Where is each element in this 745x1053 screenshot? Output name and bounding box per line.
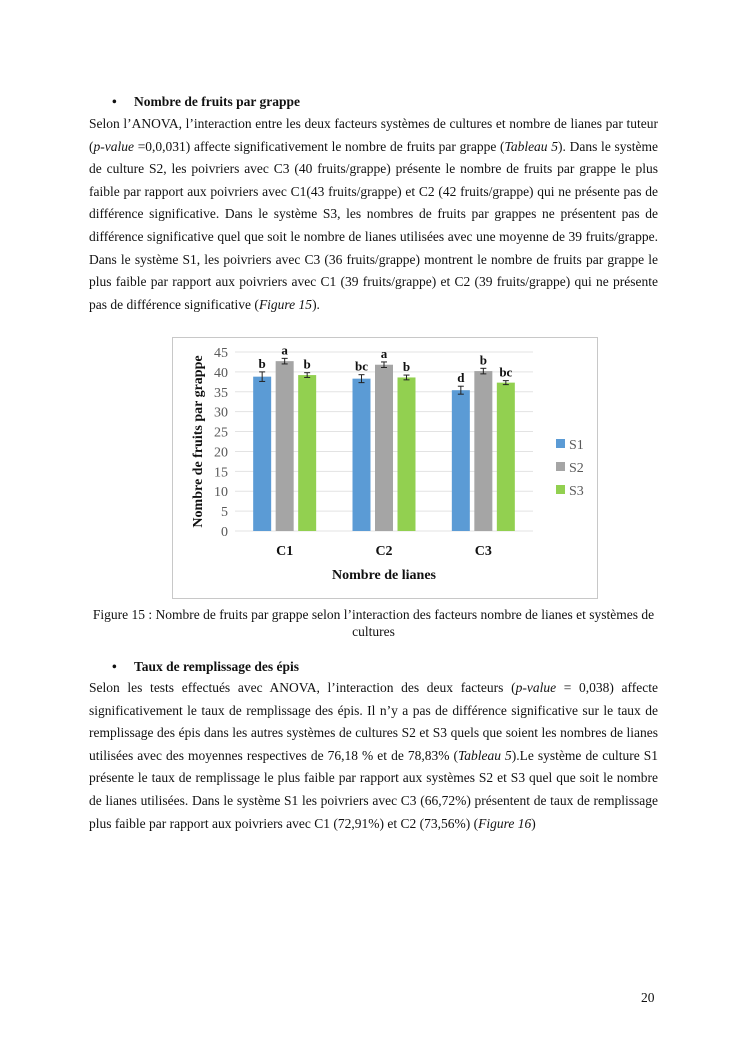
italic-ref: p-value	[93, 138, 134, 154]
italic-ref: p-value	[515, 680, 557, 695]
paragraph-fruits	[89, 113, 658, 316]
bar-s2-c1	[276, 361, 294, 531]
bar-s3-c2	[398, 377, 416, 531]
italic-ref: Figure 15	[258, 296, 313, 312]
bar-chart	[173, 338, 597, 598]
significance-letter: d	[457, 370, 465, 386]
bar-s2-c3	[474, 371, 492, 531]
bar-s3-c1	[298, 375, 316, 531]
text-run: Selon l’ANOVA, l’interaction entre les deux facteurs systèmes de cultures et nombre de lianes par tuteur (	[89, 116, 658, 154]
significance-letter: a	[281, 342, 288, 358]
legend-label: S2	[569, 461, 584, 476]
significance-letter: b	[258, 355, 266, 371]
y-tick-label: 40	[214, 365, 228, 381]
text-run: Selon les tests effectués avec ANOVA, l’interaction des deux facteurs (	[89, 680, 516, 695]
bar-s2-c2	[375, 365, 393, 531]
y-axis-label: Nombre de fruits par grappe	[191, 355, 206, 528]
significance-letter: bc	[499, 364, 513, 380]
legend-label: S1	[569, 438, 584, 453]
y-tick-label: 35	[214, 385, 228, 401]
heading-text: Taux de remplissage des épis	[134, 659, 300, 674]
figure-caption: Figure 15 : Nombre de fruits par grappe selon l’interaction des facteurs nombre de lianes et systèmes de cultures	[92, 607, 655, 639]
text-run: = 0,038) affecte significativement le taux de remplissage des épis. Il n’y a pas de différence significative sur le taux de remplissage des épis dans les autres systèmes de cultures S2 et S3 quels que soient les nombres de lianes utilisées avec des moyennes respectives de 76,18 % et de 78,83% (	[89, 680, 659, 763]
significance-letter: bc	[355, 358, 368, 374]
paragraph-remplissage	[89, 677, 658, 835]
text-run: =0,0,031) affecte significativement le nombre de fruits par grappe (	[133, 138, 505, 154]
bullet-icon: •	[112, 659, 117, 674]
bullet-icon: •	[112, 94, 117, 109]
y-tick-label: 0	[221, 525, 228, 540]
x-tick-label: C3	[474, 544, 492, 559]
figure-15-chart	[172, 337, 598, 599]
y-tick-label: 20	[214, 445, 228, 461]
significance-letter: b	[479, 352, 487, 368]
page-number: 20	[641, 990, 655, 1005]
legend-swatch-s1	[556, 439, 565, 448]
text-run: ).	[312, 296, 320, 312]
y-tick-label: 30	[214, 405, 228, 421]
legend-swatch-s2	[556, 462, 565, 471]
y-tick-label: 5	[221, 505, 228, 521]
y-tick-label: 15	[214, 465, 228, 481]
y-tick-label: 25	[214, 425, 228, 441]
heading-text: Nombre de fruits par grappe	[134, 94, 300, 109]
italic-ref: Tableau 5	[504, 138, 559, 154]
legend-label: S3	[569, 484, 584, 499]
bar-s1-c3	[452, 390, 470, 531]
significance-letter: a	[380, 345, 388, 361]
italic-ref: Tableau 5	[457, 747, 512, 763]
legend-swatch-s3	[556, 485, 565, 494]
bar-s1-c2	[353, 379, 371, 531]
bar-s1-c1	[253, 377, 271, 531]
bar-s3-c3	[497, 383, 515, 531]
text-run: )	[531, 815, 536, 831]
text-run: ). Dans le système de culture S2, les poivriers avec C3 (40 fruits/grappe) présente le nombre de fruits par grappe le plus faible par rapport aux poivriers avec C1(43 fruits/grappe) et C2 (42 fruits/grappe) qui ne présente pas de différence significative. Dans le système S3, les nombres de fruits par grappes ne présentent pas de différence significative quel que soit le nombre de lianes utilisées avec une moyenne de 39 fruits/grappe. Dans le système S1, les poivriers avec C3 (36 fruits/grappe) montrent le nombre de fruits par grappe le plus faible par rapport aux poivriers avec C1 (39 fruits/grappe) et C2 (39 fruits/grappe) qui ne présente pas de différence significative (	[89, 138, 659, 312]
italic-ref: Figure 16	[478, 815, 532, 831]
x-tick-label: C2	[375, 544, 393, 559]
significance-letter: b	[303, 356, 311, 372]
x-axis-label: Nombre de lianes	[332, 568, 436, 583]
text-run: ).Le système de culture S1 présente le taux de remplissage le plus faible par rapport aux systèmes S2 et S3 quel que soit le nombre de lianes utilisées. Dans le système S1 les poivriers avec C3 (66,72%) présentent de taux de remplissage plus faible par rapport aux poivriers avec C1 (72,91%) et C2 (73,56%) (	[89, 747, 658, 831]
y-tick-label: 45	[214, 346, 228, 361]
significance-letter: b	[402, 359, 411, 375]
y-tick-label: 10	[214, 485, 228, 501]
x-tick-label: C1	[276, 544, 294, 559]
